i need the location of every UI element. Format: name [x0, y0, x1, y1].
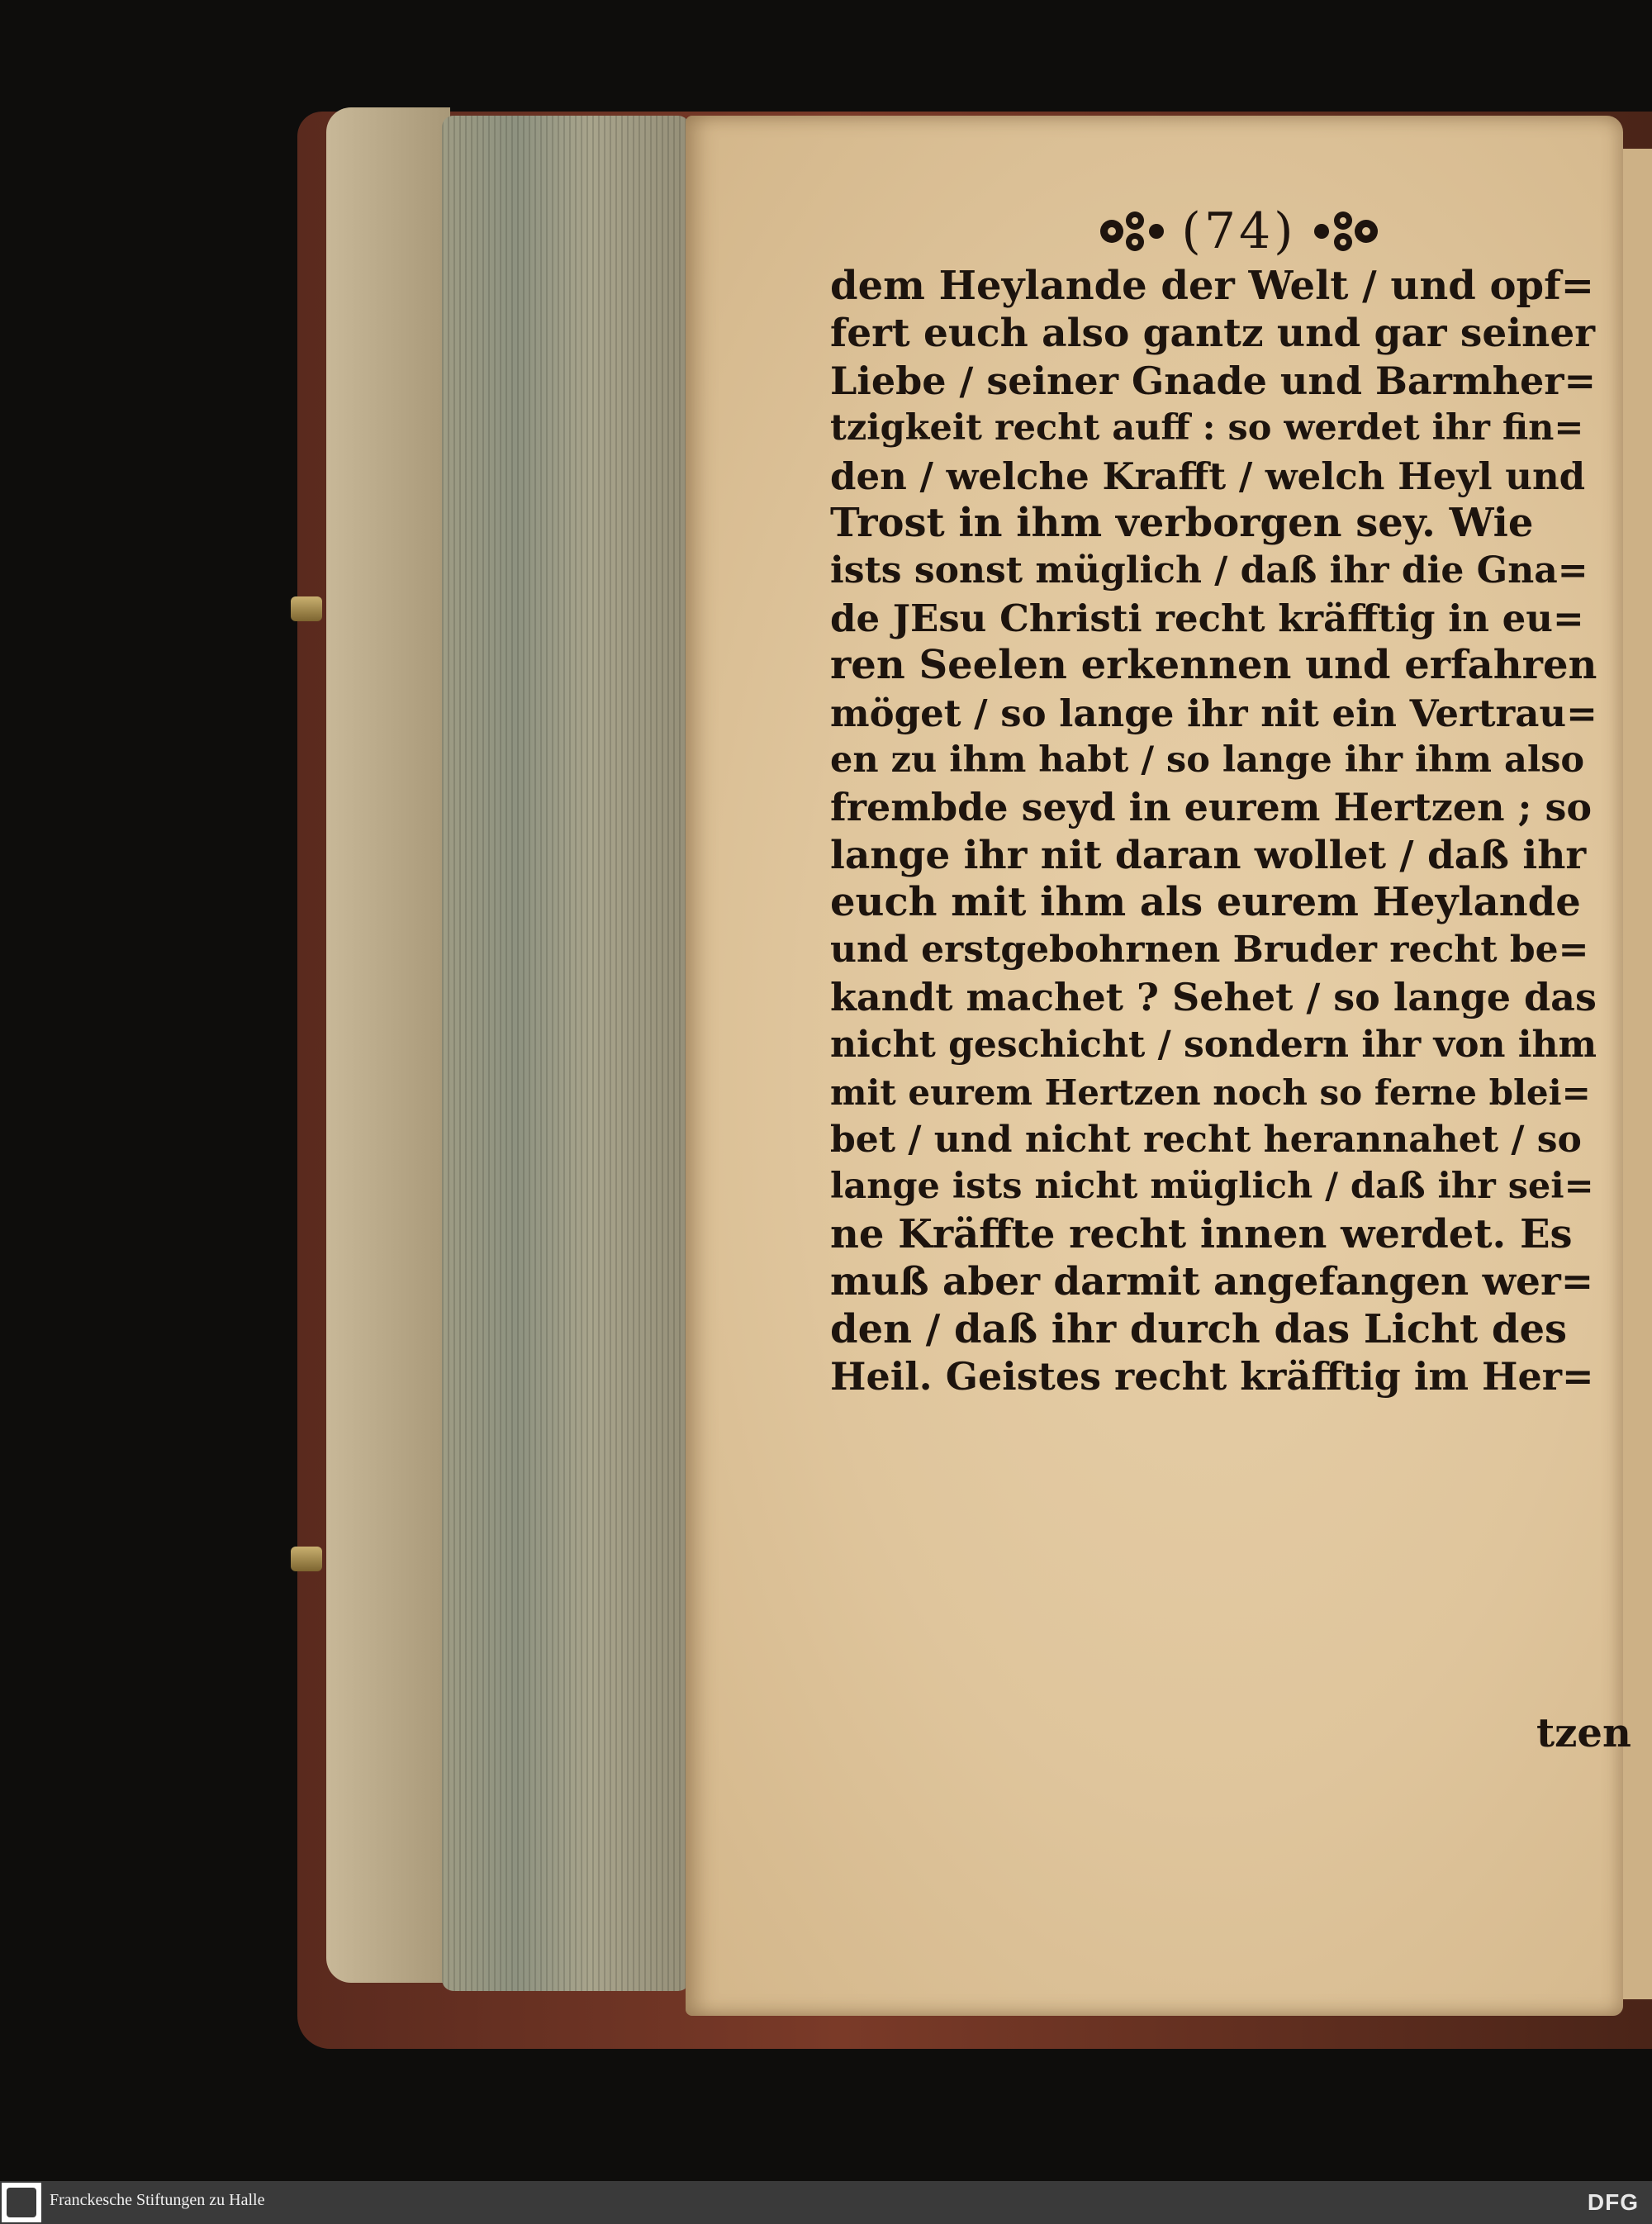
- text-line: und erstgebohrnen Bruder recht be=: [830, 929, 1589, 972]
- text-line: den / welche Krafft / welch Heyl und: [830, 454, 1586, 498]
- text-line: de JEsu Christi recht kräfftig in eu=: [830, 596, 1584, 640]
- text-line: dem Heylande der Welt / und opf=: [830, 263, 1594, 309]
- text-line: euch mit ihm als eurem Heylande: [830, 879, 1581, 926]
- left-page-block: [326, 107, 450, 1983]
- text-line: mit eurem Hertzen noch so ferne blei=: [830, 1072, 1591, 1113]
- catchword: tzen: [1536, 1710, 1631, 1756]
- library-logo-icon[interactable]: [2, 2183, 41, 2222]
- dfg-logo[interactable]: DFG: [1587, 2189, 1639, 2215]
- fleuron-right-icon: [1308, 206, 1383, 257]
- footer-bar: [0, 2181, 1652, 2224]
- text-line: muß aber darmit angefangen wer=: [830, 1259, 1594, 1305]
- text-line: bet / und nicht recht herannahet / so: [830, 1119, 1582, 1162]
- clasp-lower-icon: [291, 1547, 322, 1571]
- text-line: lange ists nicht müglich / daß ihr sei=: [830, 1166, 1594, 1208]
- fleuron-left-icon: [1095, 206, 1170, 257]
- page-body-text: [830, 263, 1598, 1400]
- text-line: Liebe / seiner Gnade und Barmher=: [830, 358, 1597, 403]
- text-line: ne Kräffte recht innen werdet. Es: [830, 1210, 1573, 1257]
- text-line: den / daß ihr durch das Licht des: [830, 1305, 1568, 1352]
- page-header: [1074, 198, 1404, 264]
- text-line: Trost in ihm verborgen sey. Wie: [830, 499, 1534, 546]
- text-line: frembde seyd in eurem Hertzen ; so: [830, 785, 1593, 830]
- text-line: kandt machet ? Sehet / so lange das: [830, 974, 1597, 1019]
- text-line: nicht geschicht / sondern ihr von ihm: [830, 1024, 1597, 1067]
- page-number: (74): [1181, 202, 1297, 260]
- text-line: ren Seelen erkennen und erfahren: [830, 642, 1597, 689]
- text-line: fert euch also gantz und gar seiner: [830, 311, 1595, 357]
- text-line: lange ihr nit daran wollet / daß ihr: [830, 832, 1587, 878]
- text-line: möget / so lange ihr nit ein Vertrau=: [830, 691, 1597, 735]
- text-line: tzigkeit recht auff : so werdet ihr fin=: [830, 407, 1584, 449]
- institution-name[interactable]: Franckesche Stiftungen zu Halle: [50, 2191, 265, 2209]
- text-line: Heil. Geistes recht kräfftig im Her=: [830, 1353, 1594, 1399]
- page-edges: [442, 116, 690, 1991]
- clasp-upper-icon: [291, 596, 322, 621]
- text-line: ists sonst müglich / daß ihr die Gna=: [830, 549, 1588, 592]
- text-line: en zu ihm habt / so lange ihr ihm also: [830, 739, 1585, 781]
